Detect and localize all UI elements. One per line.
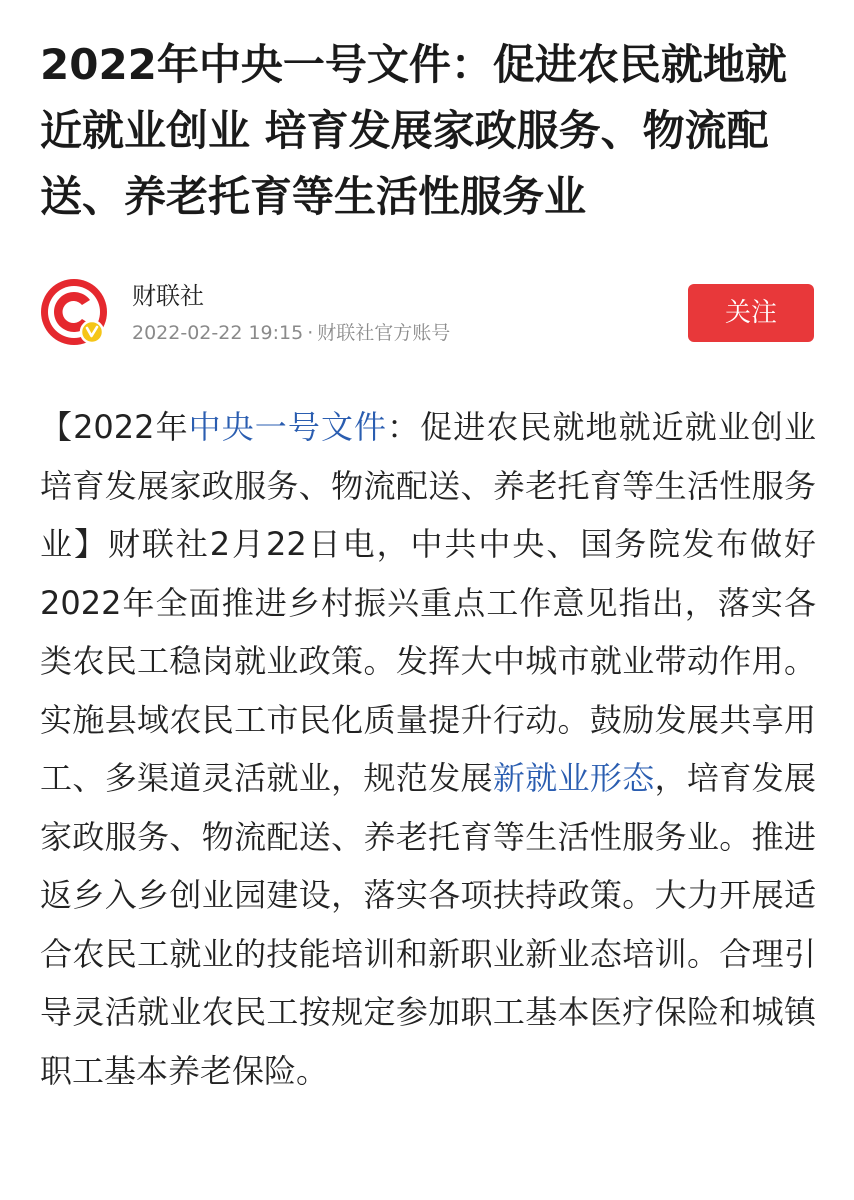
body-text-2: ：促进农民就地就近就业创业 培育发展家政服务、物流配送、养老托育等生活性服务业】财联社2月22日电，中共中央、国务院发布做好2022年全面推进乡村振兴重点工作意见指出，落实各类农民工稳岗就业政策。发挥大中城市就业带动作用。实施县域农民工市民化质量提升行动。鼓励发展共享用工、多渠道灵活就业，规范发展 [40, 408, 816, 797]
cailianshe-logo-verified-icon [40, 278, 108, 346]
meta-separator: · [307, 322, 314, 344]
author-row [40, 276, 814, 356]
body-text-3: ，培育发展家政服务、物流配送、养老托育等生活性服务业。推进返乡入乡创业园建设，落实各项扶持政策。大力开展适合农民工就业的技能培训和新职业新业态培训。合理引导灵活就业农民工按规定参加职工基本医疗保险和城镇职工基本养老保险。 [40, 759, 816, 1090]
link-new-employment-forms[interactable]: 新就业形态 [492, 759, 655, 797]
account-type: 财联社官方账号 [317, 322, 451, 344]
follow-button[interactable]: 关注 [688, 284, 814, 342]
author-name[interactable]: 财联社 [132, 282, 204, 310]
author-avatar[interactable] [40, 278, 108, 346]
body-text-1: 【2022年 [40, 408, 189, 446]
link-central-document[interactable]: 中央一号文件 [188, 408, 388, 446]
article-title: 2022年中央一号文件：促进农民就地就近就业创业 培育发展家政服务、物流配送、养老托育等生活性服务业 [40, 40, 787, 221]
publish-time: 2022-02-22 19:15 [132, 322, 304, 344]
author-meta [132, 320, 450, 346]
article-body [40, 398, 816, 1100]
